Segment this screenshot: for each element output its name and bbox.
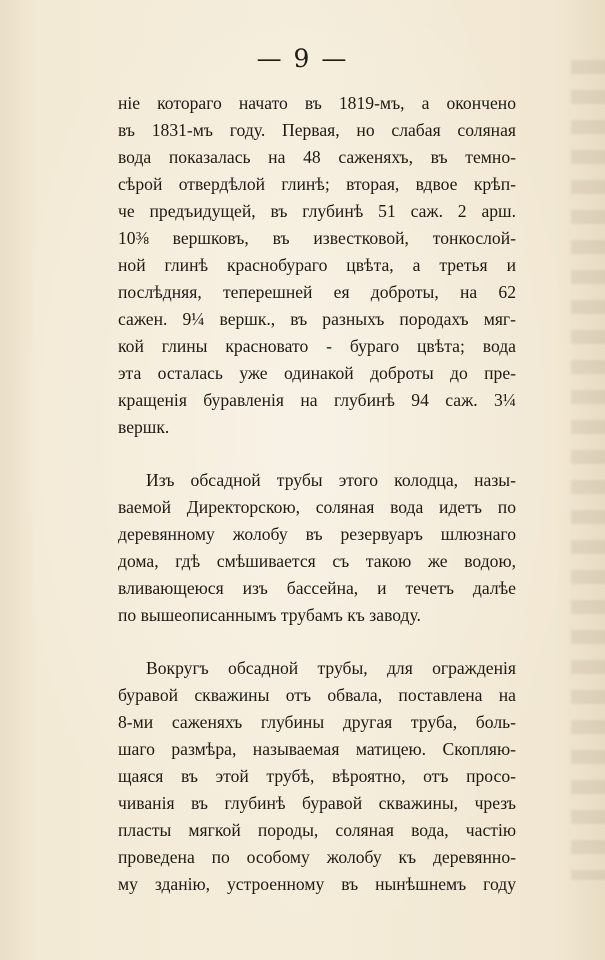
text-line: вода показалась на 48 саженяхъ, въ темно- [118, 147, 516, 167]
text-line: вершк. [118, 417, 170, 437]
text-line: сѣрой отвердѣлой глинѣ; вторая, вдвое крѣп- [118, 174, 516, 194]
text-line: кращенія буравленія на глубинѣ 94 саж. 3¼ [118, 390, 516, 410]
text-line: щаяся въ этой трубѣ, вѣроятно, отъ просо- [118, 766, 516, 786]
paragraph-gap [118, 629, 516, 655]
text-line: послѣдняя, теперешней ея доброты, на 62 [118, 282, 516, 302]
paragraph-2 [118, 467, 516, 629]
text-line: шаго размѣра, называемая матицею. Скопляю- [118, 739, 516, 759]
text-line: Изъ обсадной трубы этого колодца, назы- [146, 470, 516, 490]
paragraph-gap [118, 441, 516, 467]
text-line: въ 1831-мъ году. Первая, но слабая соляная [118, 120, 516, 140]
bleed-through-shadow [571, 60, 605, 880]
text-line: 10⅜ вершковъ, въ известковой, тонкослой- [118, 228, 516, 248]
text-line: Вокругъ обсадной трубы, для огражденія [146, 658, 516, 678]
text-line: по вышеописаннымъ трубамъ къ заводу. [118, 605, 421, 625]
text-line: деревянному жолобу въ резервуаръ шлюзнаго [118, 524, 516, 544]
text-line: вливающеюся изъ бассейна, и течетъ далѣе [118, 578, 516, 598]
text-line: сажен. 9¼ вершк., въ разныхъ породахъ мяг- [118, 309, 516, 329]
text-line: че предъидущей, въ глубинѣ 51 саж. 2 арш. [118, 201, 516, 221]
text-line: чиванія въ глубинѣ буравой скважины, чрезъ [118, 793, 516, 813]
text-line: 8-ми саженяхъ глубины другая труба, боль- [118, 712, 516, 732]
body-text [118, 90, 516, 898]
page-number: — 9 — [256, 44, 349, 73]
paragraph-1 [118, 90, 516, 441]
text-line: дома, гдѣ смѣшивается съ такою же водою, [118, 551, 516, 571]
text-line: пласты мягкой породы, соляная вода, частію [118, 820, 516, 840]
text-line: буравой скважины отъ обвала, поставлена на [118, 685, 516, 705]
text-line: кой глины красновато - бураго цвѣта; вода [118, 336, 516, 356]
text-line: ной глинѣ краснобураго цвѣта, а третья и [118, 255, 516, 275]
text-line: проведена по особому жолобу къ деревянно- [118, 847, 516, 867]
text-line: му зданію, устроенному въ нынѣшнемъ году [118, 874, 516, 894]
text-line: эта осталась уже одинакой доброты до пре- [118, 363, 516, 383]
text-line: ваемой Директорскою, соляная вода идетъ по [118, 497, 516, 517]
paragraph-3 [118, 655, 516, 898]
text-line: ніе котораго начато въ 1819-мъ, а окончено [118, 93, 516, 113]
